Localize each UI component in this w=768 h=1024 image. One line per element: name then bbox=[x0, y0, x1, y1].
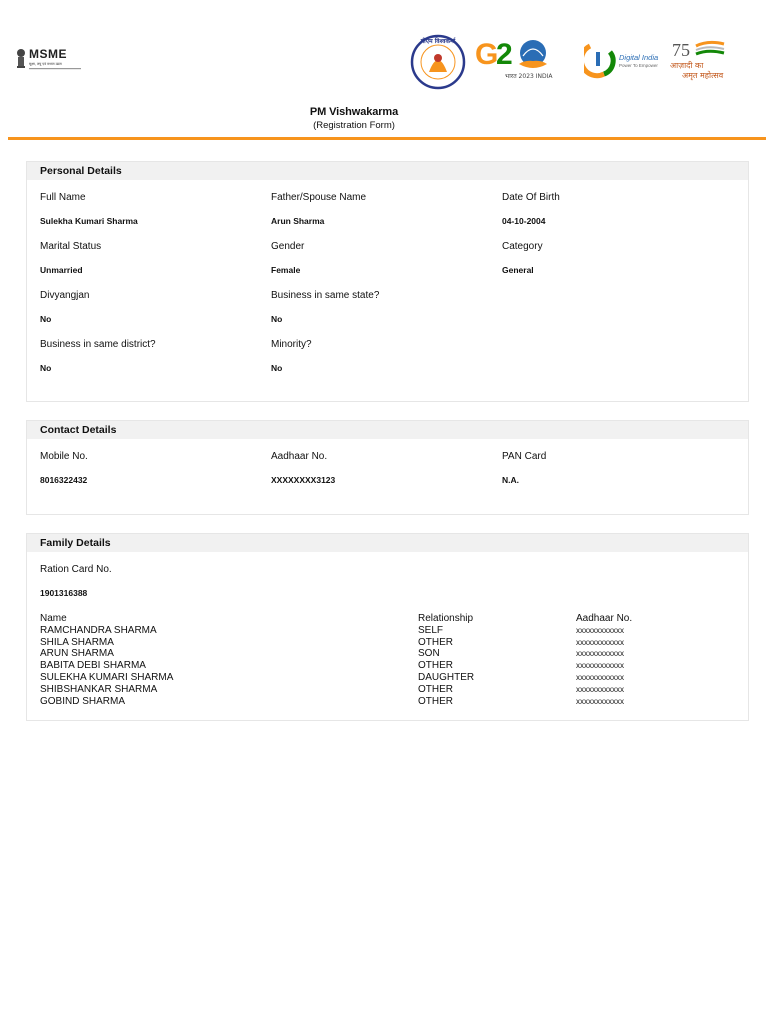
table-row bbox=[40, 696, 740, 708]
svg-text:सूक्ष्म, लघु एवं मध्यम उद्यम: सूक्ष्म, लघु एवं मध्यम उद्यम bbox=[29, 62, 62, 66]
personal-details-section bbox=[26, 161, 749, 402]
form-title-block bbox=[0, 106, 708, 131]
msme-logo bbox=[14, 44, 86, 74]
field-label: Full Name bbox=[40, 192, 86, 203]
member-aadhaar: xxxxxxxxxxxx bbox=[576, 637, 624, 647]
page-header bbox=[0, 0, 768, 140]
field-label: Father/Spouse Name bbox=[271, 192, 367, 203]
field-divyangjan bbox=[40, 290, 90, 324]
field-value: 04-10-2004 bbox=[502, 216, 546, 226]
member-relationship: OTHER bbox=[418, 695, 453, 707]
member-name: RAMCHANDRA SHARMA bbox=[40, 624, 157, 636]
field-label: Mobile No. bbox=[40, 451, 88, 462]
svg-text:भारत 2023 INDIA: भारत 2023 INDIA bbox=[505, 73, 553, 80]
member-aadhaar: xxxxxxxxxxxx bbox=[576, 661, 624, 671]
header-divider bbox=[8, 137, 766, 140]
field-marital-status bbox=[40, 241, 102, 275]
member-relationship: DAUGHTER bbox=[418, 671, 475, 683]
contact-details-section bbox=[26, 420, 749, 515]
table-row bbox=[40, 648, 740, 660]
field-label: Business in same district? bbox=[40, 339, 156, 350]
svg-text:Digital India: Digital India bbox=[619, 53, 659, 62]
table-row bbox=[40, 625, 740, 637]
table-header-row bbox=[40, 613, 740, 625]
field-value: Female bbox=[271, 265, 301, 275]
column-header-name: Name bbox=[40, 613, 67, 624]
field-value: No bbox=[271, 363, 283, 373]
field-label: Date Of Birth bbox=[502, 192, 560, 203]
field-value: N.A. bbox=[502, 475, 519, 485]
field-label: Category bbox=[502, 241, 543, 252]
svg-text:अमृत महोत्सव: अमृत महोत्सव bbox=[682, 71, 724, 80]
member-relationship: SON bbox=[418, 648, 440, 660]
field-value: No bbox=[40, 314, 52, 324]
section-heading: Personal Details bbox=[27, 162, 748, 180]
field-label: Gender bbox=[271, 241, 305, 252]
svg-text:Power To Empower: Power To Empower bbox=[619, 63, 658, 68]
member-aadhaar: xxxxxxxxxxxx bbox=[576, 684, 624, 694]
member-relationship: OTHER bbox=[418, 636, 453, 648]
table-row bbox=[40, 684, 740, 696]
page-subtitle: (Registration Form) bbox=[313, 120, 395, 131]
field-value: No bbox=[40, 363, 52, 373]
field-ration-card-no bbox=[40, 564, 112, 598]
field-label: Marital Status bbox=[40, 241, 102, 252]
svg-text:75: 75 bbox=[672, 40, 690, 60]
field-minority bbox=[271, 339, 312, 373]
svg-text:G: G bbox=[475, 38, 499, 71]
field-value: XXXXXXXX3123 bbox=[271, 475, 336, 485]
member-aadhaar: xxxxxxxxxxxx bbox=[576, 625, 624, 635]
svg-text:MSME: MSME bbox=[29, 47, 67, 61]
field-date-of-birth bbox=[502, 192, 560, 226]
member-name: ARUN SHARMA bbox=[40, 648, 114, 660]
field-value: General bbox=[502, 265, 534, 275]
member-aadhaar: xxxxxxxxxxxx bbox=[576, 672, 624, 682]
field-full-name bbox=[40, 192, 138, 226]
column-header-aadhaar: Aadhaar No. bbox=[576, 613, 633, 624]
g20-logo bbox=[475, 34, 575, 84]
field-value: 1901316388 bbox=[40, 588, 88, 598]
member-aadhaar: xxxxxxxxxxxx bbox=[576, 649, 624, 659]
member-name: GOBIND SHARMA bbox=[40, 695, 126, 707]
field-business-same-district bbox=[40, 339, 156, 373]
member-aadhaar: xxxxxxxxxxxx bbox=[576, 696, 624, 706]
field-aadhaar-no bbox=[271, 451, 336, 485]
member-name: SHILA SHARMA bbox=[40, 636, 114, 648]
member-name: BABITA DEBI SHARMA bbox=[40, 660, 146, 672]
field-label: Business in same state? bbox=[271, 290, 380, 301]
field-value: Sulekha Kumari Sharma bbox=[40, 216, 138, 226]
field-gender bbox=[271, 241, 305, 275]
field-value: Unmarried bbox=[40, 265, 83, 275]
family-members-table bbox=[40, 613, 740, 707]
section-heading: Contact Details bbox=[27, 421, 748, 439]
member-relationship: SELF bbox=[418, 624, 444, 636]
member-relationship: OTHER bbox=[418, 660, 453, 672]
field-label: PAN Card bbox=[502, 451, 547, 462]
member-relationship: OTHER bbox=[418, 683, 453, 695]
column-header-relationship: Relationship bbox=[418, 613, 474, 624]
svg-text:आज़ादी का: आज़ादी का bbox=[670, 61, 704, 70]
field-category bbox=[502, 241, 543, 275]
member-name: SHIBSHANKAR SHARMA bbox=[40, 683, 158, 695]
page-title: PM Vishwakarma bbox=[309, 106, 399, 118]
field-label: Divyangjan bbox=[40, 290, 90, 301]
field-value: 8016322432 bbox=[40, 475, 88, 485]
field-label: Aadhaar No. bbox=[271, 451, 328, 462]
member-name: SULEKHA KUMARI SHARMA bbox=[40, 671, 174, 683]
pm-vishwakarma-logo bbox=[409, 34, 467, 90]
field-value: No bbox=[271, 314, 283, 324]
field-value: Arun Sharma bbox=[271, 216, 325, 226]
field-pan-card bbox=[502, 451, 547, 485]
table-row bbox=[40, 660, 740, 672]
section-heading: Family Details bbox=[27, 534, 748, 552]
svg-text:2: 2 bbox=[496, 38, 513, 71]
family-details-section bbox=[26, 533, 749, 721]
svg-text:पीएम विश्वकर्मा: पीएम विश्वकर्मा bbox=[420, 38, 456, 45]
azadi-ka-amrit-mahotsav-logo bbox=[668, 36, 736, 82]
table-row bbox=[40, 637, 740, 649]
table-row bbox=[40, 672, 740, 684]
field-label: Ration Card No. bbox=[40, 564, 112, 575]
digital-india-logo bbox=[584, 38, 664, 80]
field-business-same-state bbox=[271, 290, 380, 324]
field-mobile-no bbox=[40, 451, 88, 485]
field-label: Minority? bbox=[271, 339, 312, 350]
field-father-spouse-name bbox=[271, 192, 367, 226]
